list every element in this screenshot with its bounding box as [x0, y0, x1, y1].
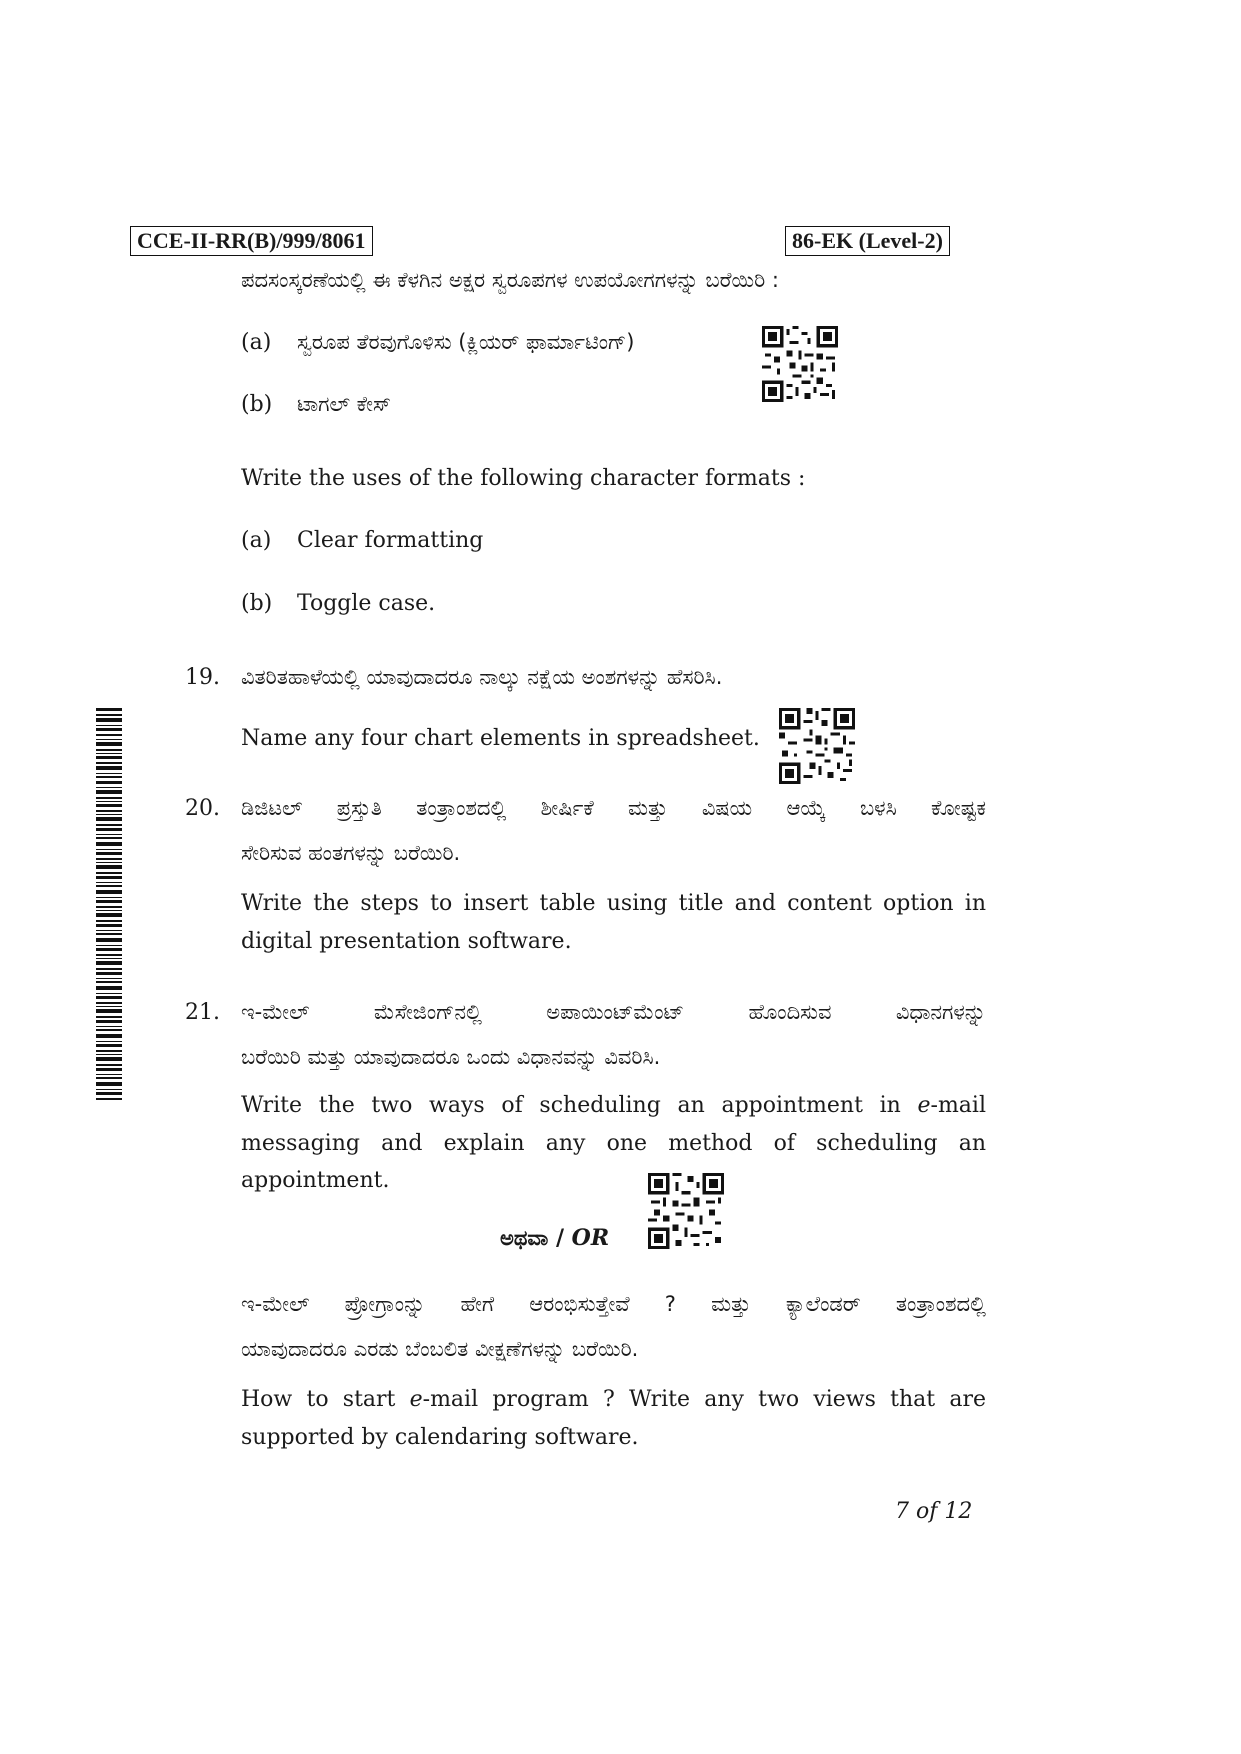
q18-english-intro: Write the uses of the following character formats :	[241, 466, 806, 491]
q19-kannada: ವಿತರಿತಹಾಳೆಯಲ್ಲಿ ಯಾವುದಾದರೂ ನಾಲ್ಕು ನಕ್ಷೆಯ ಅಂಶಗಳನ್ನು ಹೆಸರಿಸಿ.	[241, 665, 723, 689]
q21-alt-english-line2: supported by calendaring software.	[241, 1425, 639, 1450]
q20-english-line2: digital presentation software.	[241, 929, 572, 954]
q18-en-item-a-text: Clear formatting	[297, 528, 484, 553]
q21-kannada-line2: ಬರೆಯಿರಿ ಮತ್ತು ಯಾವುದಾದರೂ ಒಂದು ವಿಧಾನವನ್ನು ವಿವರಿಸಿ.	[241, 1045, 661, 1069]
q20-english-line1: Write the steps to insert table using title and content option in	[241, 891, 986, 916]
q21-english-line1: Write the two ways of scheduling an appointment in e-mail	[241, 1093, 986, 1118]
qr-code-icon	[779, 708, 855, 784]
qr-code-icon	[762, 326, 838, 402]
barcode-icon	[96, 708, 122, 1100]
q18-kn-item-b-label: (b)	[241, 392, 273, 417]
q18-en-item-b-label: (b)	[241, 591, 273, 616]
q20-kannada-line2: ಸೇರಿಸುವ ಹಂತಗಳನ್ನು ಬರೆಯಿರಿ.	[241, 841, 461, 865]
page-number: 7 of 12	[895, 1499, 973, 1524]
q21-alt-kannada-line2: ಯಾವುದಾದರೂ ಎರಡು ಬೆಂಬಲಿತ ವೀಕ್ಷಣೆಗಳನ್ನು ಬರೆಯಿರಿ.	[241, 1337, 639, 1361]
paper-code-right: 86-EK (Level-2)	[785, 226, 950, 256]
q21-alt-kannada-line1: ಇ-ಮೇಲ್ ಪ್ರೋಗ್ರಾಂನ್ನು ಹೇಗೆ ಆರಂಭಿಸುತ್ತೇವೆ ? ಮತ್ತು ಕ್ಯಾಲೆಂಡರ್ ತಂತ್ರಾಂಶದಲ್ಲಿ	[241, 1292, 986, 1316]
q18-kn-item-b-text: ಟಾಗಲ್ ಕೇಸ್	[297, 392, 391, 416]
q18-en-item-a-label: (a)	[241, 528, 272, 553]
q18-kn-item-a-label: (a)	[241, 330, 272, 355]
q20-kannada-line1: ಡಿಜಿಟಲ್ ಪ್ರಸ್ತುತಿ ತಂತ್ರಾಂಶದಲ್ಲಿ ಶೀರ್ಷಿಕೆ ಮತ್ತು ವಿಷಯ ಆಯ್ಕೆ ಬಳಸಿ ಕೋಷ್ಟಕ	[241, 796, 986, 820]
q21-english-line2: messaging and explain any one method of scheduling an	[241, 1131, 986, 1156]
q18-kannada-intro: ಪದಸಂಸ್ಕರಣೆಯಲ್ಲಿ ಈ ಕೆಳಗಿನ ಅಕ್ಷರ ಸ್ವರೂಪಗಳ ಉಪಯೋಗಗಳನ್ನು ಬರೆಯಿರಿ :	[241, 268, 779, 292]
or-separator: ಅಥವಾ / OR	[500, 1225, 610, 1251]
q19-number: 19.	[185, 665, 220, 690]
q18-en-item-b-text: Toggle case.	[297, 591, 436, 616]
q21-kannada-line1: ಇ-ಮೇಲ್ ಮೆಸೇಜಿಂಗ್‌ನಲ್ಲಿ ಅಪಾಯಿಂಟ್‌ಮೆಂಟ್ ಹೊಂದಿಸುವ ವಿಧಾನಗಳನ್ನು	[241, 1000, 986, 1024]
q18-kn-item-a-text: ಸ್ವರೂಪ ತೆರವುಗೊಳಿಸು (ಕ್ಲಿಯರ್ ಫಾರ್ಮಾಟಿಂಗ್)	[297, 330, 635, 354]
q21-number: 21.	[185, 1000, 220, 1025]
q20-number: 20.	[185, 796, 220, 821]
paper-code-left: CCE-II-RR(B)/999/8061	[130, 226, 373, 256]
qr-code-icon	[648, 1173, 724, 1249]
q19-english: Name any four chart elements in spreadsheet.	[241, 726, 760, 751]
q21-english-line3: appointment.	[241, 1168, 390, 1193]
q21-alt-english-line1: How to start e-mail program ? Write any two views that are	[241, 1387, 986, 1412]
